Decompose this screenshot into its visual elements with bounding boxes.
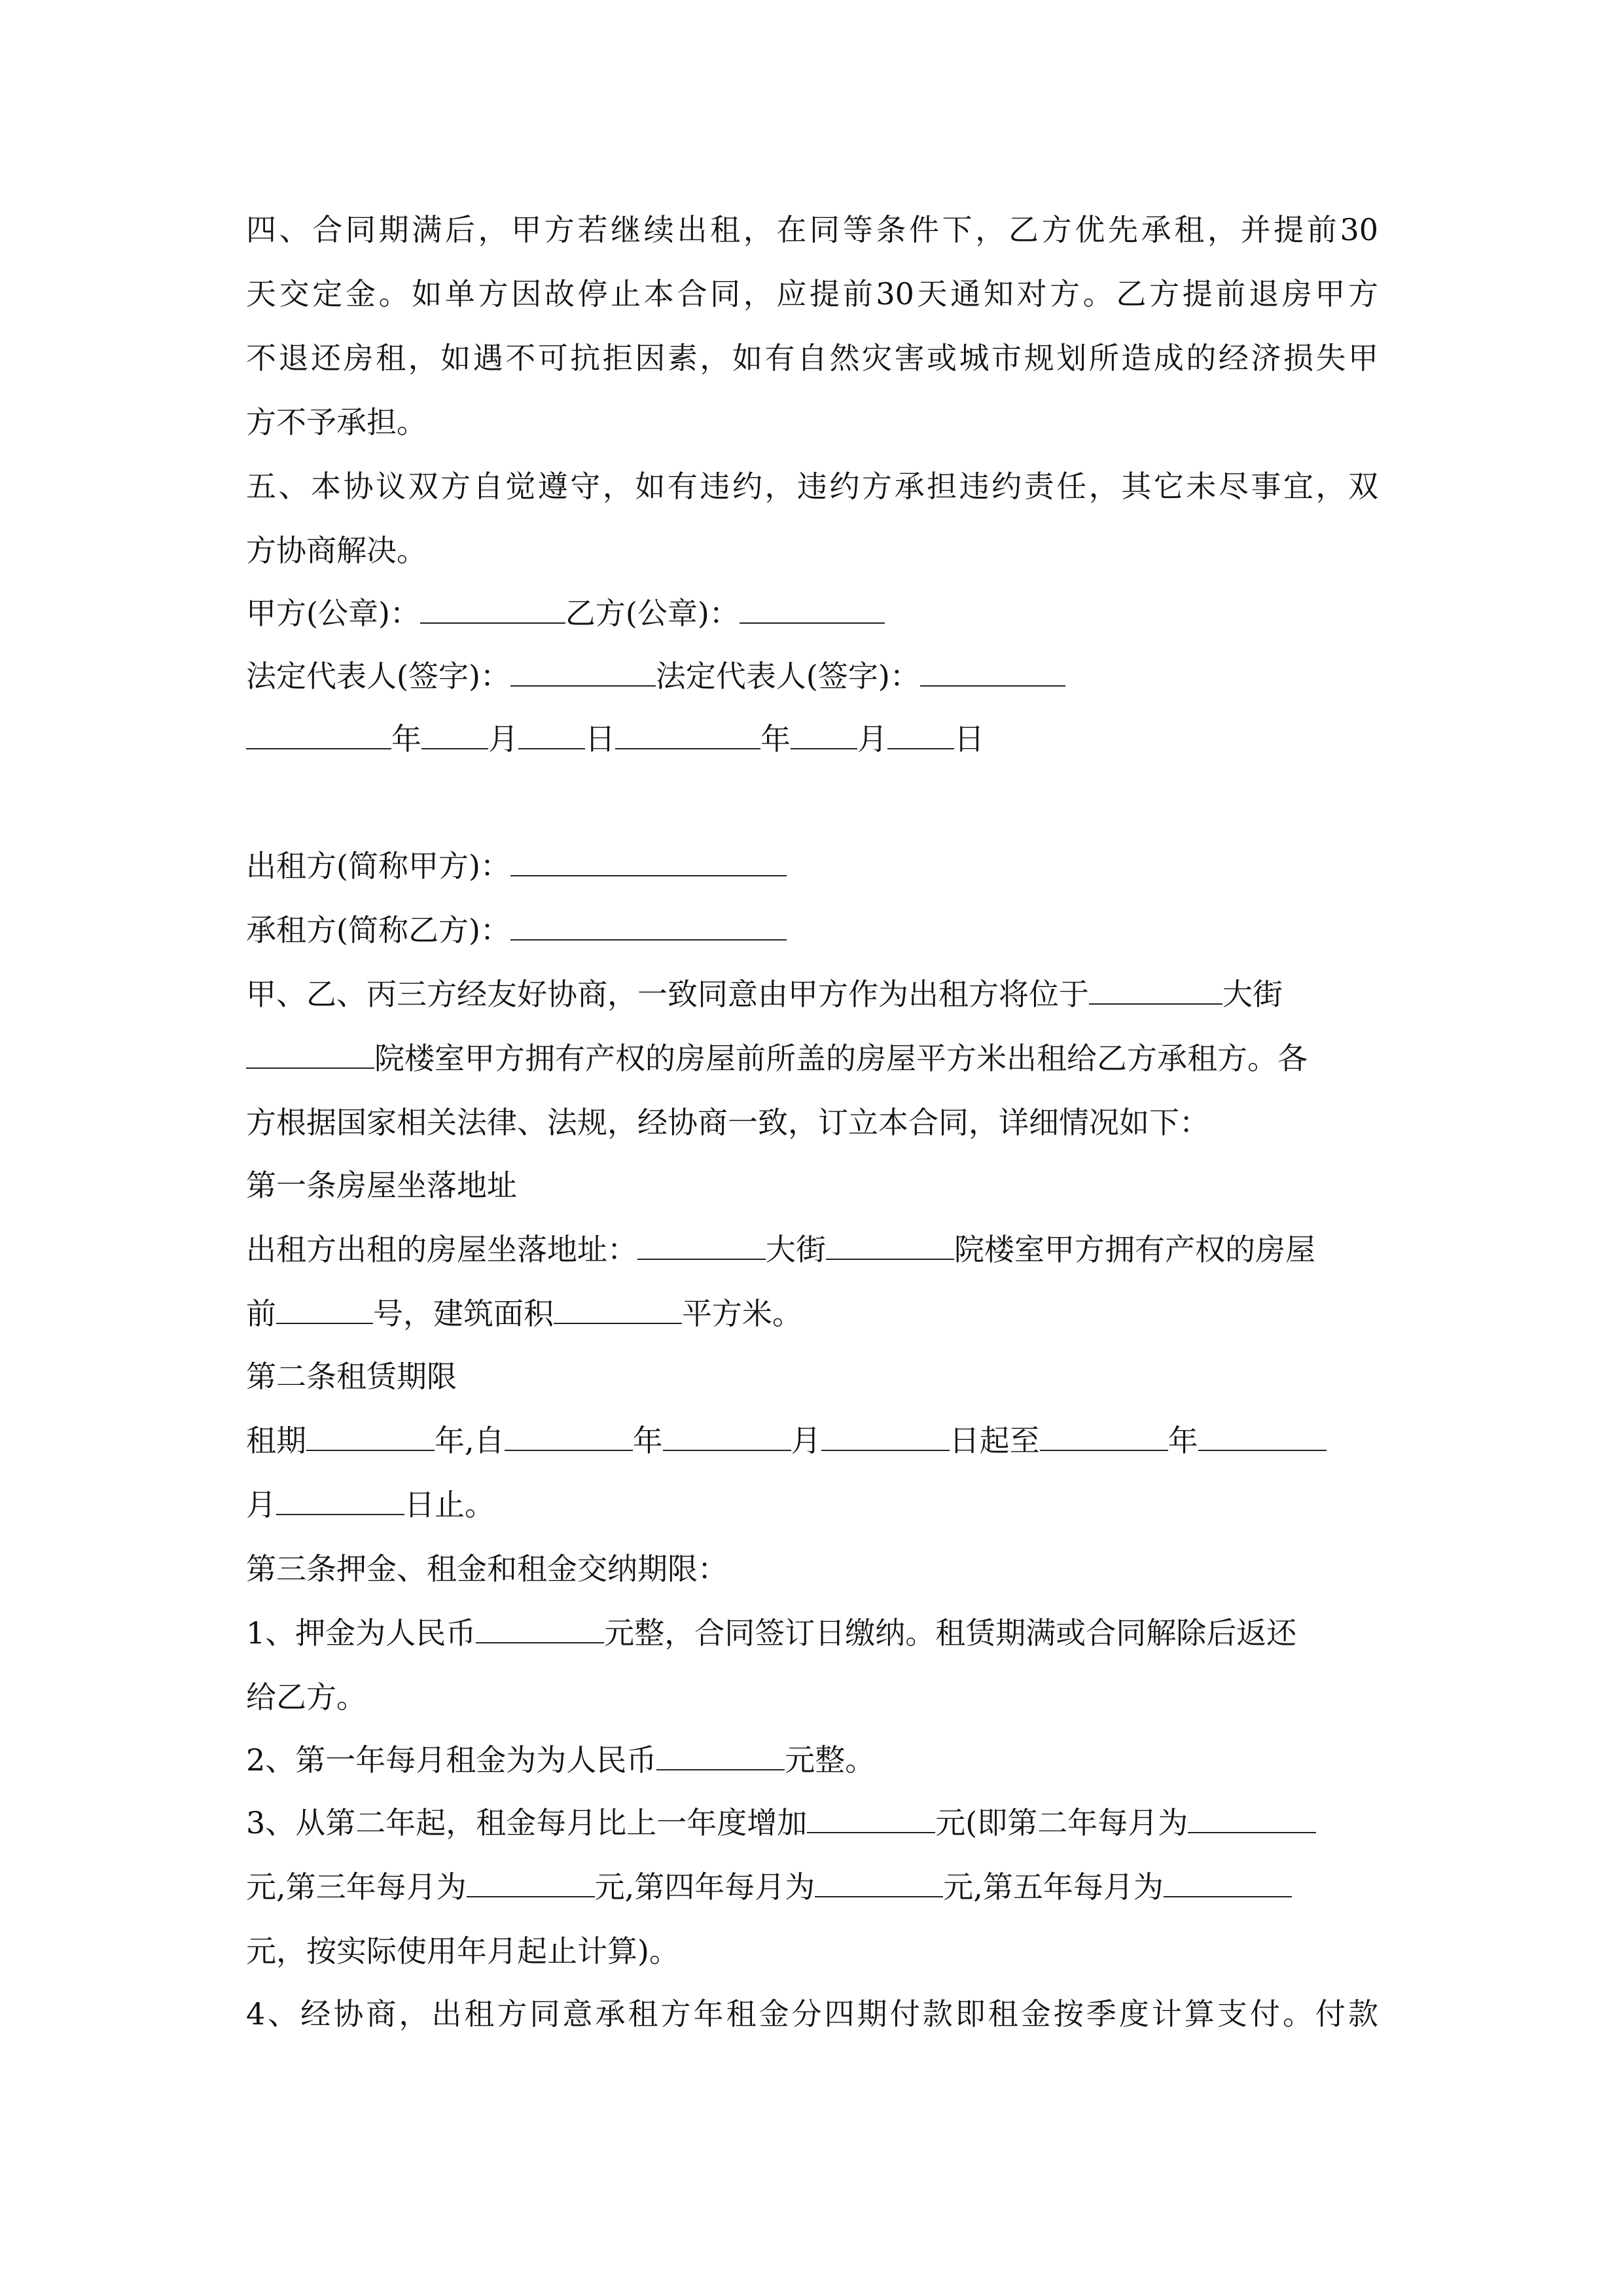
party-a-seal-blank[interactable] — [420, 596, 565, 624]
section4-line1: 四、合同期满后，甲方若继续出租，在同等条件下，乙方优先承租，并提前30 — [246, 212, 1378, 247]
art1-text-a: 出租方出租的房屋坐落地址： — [246, 1232, 637, 1267]
art3-p3-text-c: 元,第三年每月为 — [246, 1869, 467, 1905]
section4-line3: 不退还房租，如遇不可抗拒因素，如有自然灾害或城市规划所造成的经济损失甲 — [246, 340, 1378, 376]
art3-p3-text-d: 元,第四年每月为 — [594, 1869, 815, 1905]
art2-year-from: 年,自 — [435, 1423, 505, 1458]
art2-end-text: 日止。 — [404, 1487, 495, 1522]
article2-title: 第二条租赁期限 — [246, 1359, 457, 1394]
article3-p3-line2 — [246, 1868, 1378, 1906]
party-a-rep-blank[interactable] — [510, 659, 656, 687]
date-b-month-label: 月 — [857, 721, 887, 757]
art3-p1-text-b: 元整，合同签订日缴纳。租赁期满或合同解除后返还 — [604, 1615, 1297, 1651]
date-a-month-blank[interactable] — [421, 722, 488, 749]
party-a-rep-label: 法定代表人(签字)： — [246, 658, 510, 694]
start-day-blank[interactable] — [821, 1424, 950, 1451]
lessor-label: 出租方(简称甲方)： — [246, 848, 510, 884]
intro-text-a: 甲、乙、丙三方经友好协商，一致同意由甲方作为出租方将位于 — [246, 977, 1089, 1012]
intro-street-blank[interactable] — [1089, 977, 1222, 1005]
start-year-blank[interactable] — [505, 1424, 633, 1451]
party-b-rep-blank[interactable] — [920, 659, 1065, 687]
art1-text-e: 号，建筑面积 — [373, 1296, 554, 1331]
lessor-blank[interactable] — [510, 849, 787, 876]
art2-end-month-label: 月 — [246, 1487, 276, 1522]
intro-text-c: 院楼室甲方拥有产权的房屋前所盖的房屋平方米出租给乙方承租方。各 — [374, 1041, 1308, 1076]
art1-courtyard-blank[interactable] — [826, 1232, 954, 1260]
deposit-blank[interactable] — [476, 1616, 604, 1643]
year2-rent-blank[interactable] — [1188, 1806, 1316, 1833]
article1-title: 第一条房屋坐落地址 — [246, 1168, 517, 1203]
start-month-blank[interactable] — [663, 1424, 791, 1451]
art2-year-label: 年 — [632, 1423, 663, 1458]
article3-title: 第三条押金、租金和租金交纳期限： — [246, 1551, 728, 1587]
article3-p1-line2: 给乙方。 — [246, 1679, 366, 1715]
year5-rent-blank[interactable] — [1164, 1870, 1292, 1897]
signature-rep-line — [246, 657, 1378, 695]
party-b-seal-blank[interactable] — [740, 596, 885, 624]
intro-courtyard-blank[interactable] — [246, 1041, 374, 1069]
art3-p3-text-b: 元(即第二年每月为 — [935, 1805, 1188, 1840]
article3-p4: 4、经协商，出租方同意承租方年租金分四期付款即租金按季度计算支付。付款 — [246, 1996, 1378, 2032]
party-a-seal-label: 甲方(公章)： — [246, 596, 420, 631]
article3-p1-line1 — [246, 1614, 1378, 1652]
art1-street-blank[interactable] — [637, 1232, 766, 1260]
art3-p3-text-e: 元,第五年每月为 — [943, 1869, 1164, 1905]
art2-month-label: 月 — [791, 1423, 821, 1458]
date-a-month-label: 月 — [488, 721, 518, 757]
article2-line2 — [246, 1486, 1378, 1524]
art3-p2-text-a: 2、第一年每月租金为为人民币 — [246, 1742, 657, 1778]
rent-increase-blank[interactable] — [807, 1806, 935, 1833]
date-b-month-blank[interactable] — [791, 722, 857, 749]
art2-day-to: 日起至 — [949, 1423, 1040, 1458]
party-b-seal-label: 乙方(公章)： — [565, 596, 740, 631]
intro-line2 — [246, 1039, 1378, 1077]
date-b-year-blank[interactable] — [615, 722, 760, 749]
art1-text-c: 院楼室甲方拥有产权的房屋 — [954, 1232, 1315, 1267]
art1-text-d: 前 — [246, 1296, 276, 1331]
end-year-blank[interactable] — [1040, 1424, 1168, 1451]
section5-line1: 五、本协议双方自觉遵守，如有违约，违约方承担违约责任，其它未尽事宜，双 — [246, 469, 1378, 504]
first-year-rent-blank[interactable] — [656, 1743, 785, 1770]
article3-p3-line1 — [246, 1804, 1378, 1842]
date-a-day-blank[interactable] — [518, 722, 585, 749]
end-day-blank[interactable] — [276, 1488, 404, 1515]
date-b-day-label: 日 — [954, 721, 984, 757]
end-month-blank-a[interactable] — [1198, 1424, 1327, 1451]
year3-rent-blank[interactable] — [467, 1870, 595, 1897]
section4-line4: 方不予承担。 — [246, 404, 427, 440]
art3-p2-text-b: 元整。 — [785, 1742, 876, 1778]
intro-line3: 方根据国家相关法律、法规，经协商一致，订立本合同，详细情况如下： — [246, 1105, 1209, 1140]
art2-end-year-label: 年 — [1168, 1423, 1198, 1458]
signature-seal-line — [246, 594, 1378, 632]
article3-p3-line3: 元，按实际使用年月起止计算)。 — [246, 1933, 679, 1969]
term-years-blank[interactable] — [306, 1424, 435, 1451]
intro-text-b: 大街 — [1222, 977, 1283, 1012]
section5-line2: 方协商解决。 — [246, 533, 427, 568]
art3-p3-text-a: 3、从第二年起，租金每月比上一年度增加 — [246, 1805, 808, 1840]
art3-p1-text-a: 1、押金为人民币 — [246, 1615, 476, 1651]
lessee-label: 承租方(简称乙方)： — [246, 912, 510, 948]
date-a-day-label: 日 — [585, 721, 615, 757]
date-b-year-label: 年 — [760, 721, 791, 757]
article1-line2 — [246, 1295, 1378, 1333]
lessor-line — [246, 847, 1378, 885]
date-a-year-label: 年 — [391, 721, 421, 757]
date-b-day-blank[interactable] — [887, 722, 954, 749]
lessee-line — [246, 911, 1378, 949]
art1-text-b: 大街 — [766, 1232, 826, 1267]
article2-line1 — [246, 1422, 1378, 1460]
art2-term-label: 租期 — [246, 1423, 306, 1458]
article3-p2 — [246, 1741, 1378, 1779]
section4-line2: 天交定金。如单方因故停止本合同，应提前30天通知对方。乙方提前退房甲方 — [246, 276, 1378, 312]
lessee-blank[interactable] — [510, 913, 787, 941]
art1-text-f: 平方米。 — [682, 1296, 802, 1331]
party-b-rep-label: 法定代表人(签字)： — [655, 658, 920, 694]
art1-number-blank[interactable] — [276, 1297, 373, 1324]
year4-rent-blank[interactable] — [815, 1870, 943, 1897]
art1-area-blank[interactable] — [554, 1297, 682, 1324]
intro-line1 — [246, 975, 1378, 1013]
date-a-year-blank[interactable] — [246, 722, 391, 749]
article1-line1 — [246, 1230, 1378, 1268]
signature-date-line — [246, 720, 1378, 758]
